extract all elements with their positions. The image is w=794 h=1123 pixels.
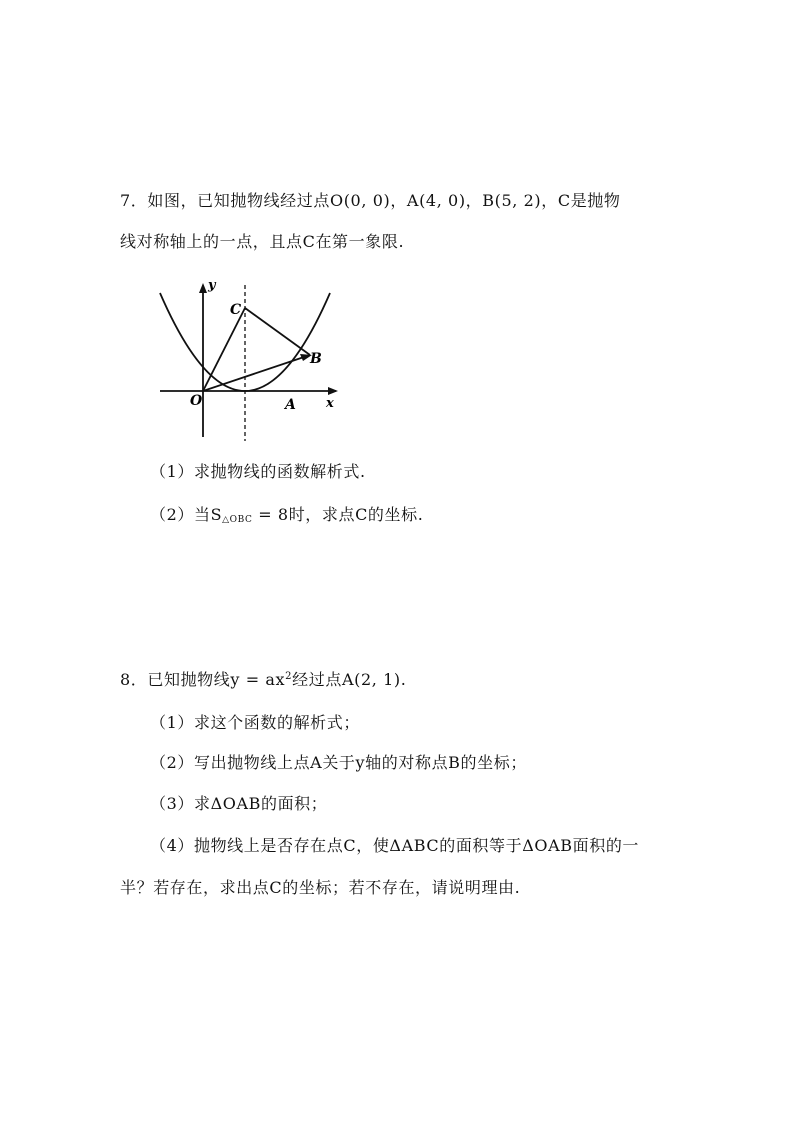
label-x: x [326, 396, 334, 411]
problem-8-question-1: （1）求这个函数的解析式； [150, 713, 360, 732]
x-axis-arrow [328, 387, 338, 395]
problem-7-statement-line-1: 7．如图，已知抛物线经过点O(0, 0)，A(4, 0)，B(5, 2)，C是抛物 [120, 191, 621, 210]
p8-suffix: 经过点A(2, 1). [292, 670, 407, 689]
p8-prefix: 8．已知抛物线y = ax [120, 670, 286, 689]
problem-8-statement [120, 670, 406, 690]
problem-8-question-2: （2）写出抛物线上点A关于y轴的对称点B的坐标； [150, 753, 527, 772]
parabola-diagram [150, 275, 350, 445]
q2-suffix: = 8时，求点C的坐标. [252, 505, 424, 524]
problem-7-question-1: （1）求抛物线的函数解析式. [150, 462, 366, 481]
problem-8-question-4-line-1: （4）抛物线上是否存在点C，使ΔABC的面积等于ΔOAB面积的一 [150, 836, 640, 855]
q2-subscript: △OBC [222, 515, 253, 525]
label-A: A [285, 397, 296, 413]
label-C: C [230, 302, 242, 318]
p8-exponent: 2 [285, 671, 293, 682]
problem-7-statement-line-2: 线对称轴上的一点，且点C在第一象限. [120, 232, 405, 251]
label-B: B [310, 351, 322, 367]
q2-prefix: （2）当S [150, 505, 223, 524]
problem-8-question-3: （3）求ΔOAB的面积； [150, 794, 328, 813]
label-y: y [208, 278, 216, 293]
y-axis-arrow [199, 283, 207, 293]
parabola-figure [150, 275, 350, 445]
problem-8-question-4-line-2: 半？若存在，求出点C的坐标；若不存在，请说明理由. [120, 878, 521, 897]
label-O: O [190, 393, 203, 409]
problem-7-question-2 [150, 505, 423, 530]
segment-CB [245, 308, 310, 355]
